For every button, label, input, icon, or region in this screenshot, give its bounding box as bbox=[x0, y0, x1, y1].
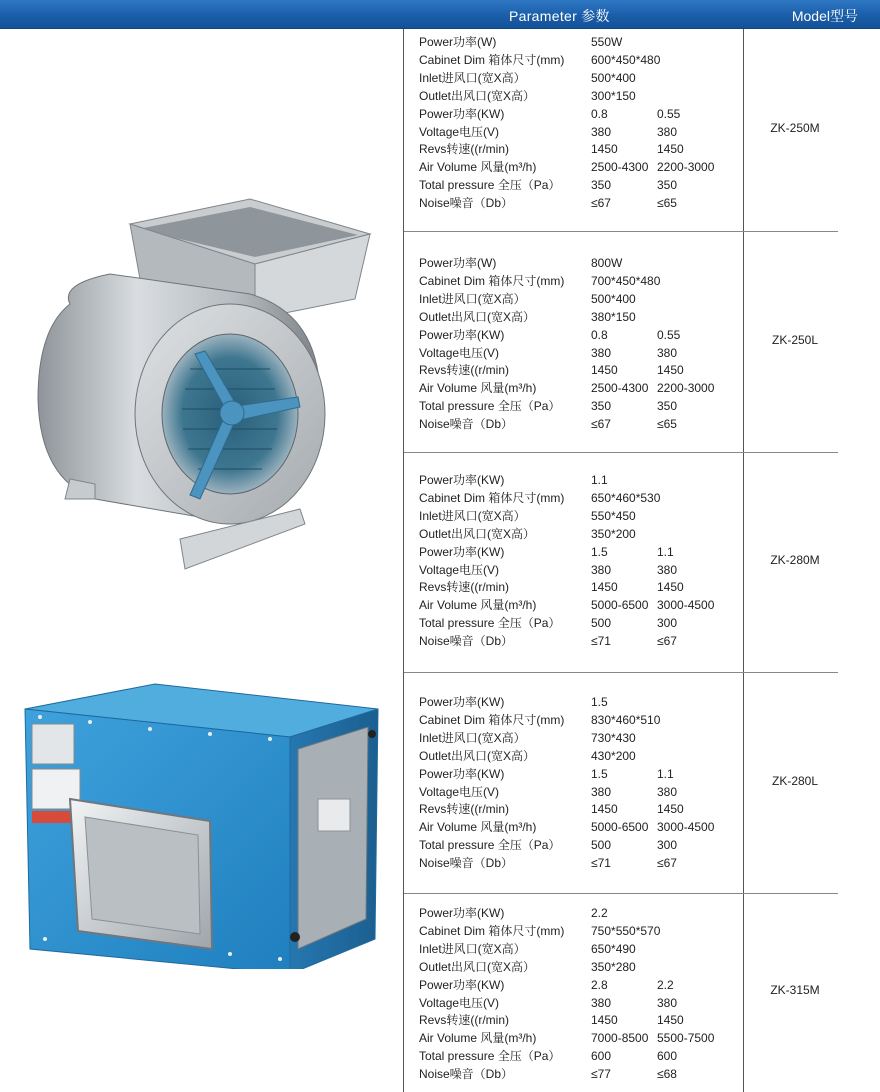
spec-value: 5000-6500 bbox=[591, 820, 649, 835]
spec-value: 2.2 bbox=[657, 977, 674, 992]
product-spec-block bbox=[404, 453, 838, 673]
spec-value: 650*460*530 bbox=[591, 490, 661, 505]
spec-value: 380*150 bbox=[591, 309, 636, 324]
spec-label: Cabinet Dim 箱体尺寸(mm) bbox=[419, 712, 565, 727]
model-name: ZK-315M bbox=[770, 983, 820, 997]
spec-label: Outlet出风口(宽X高） bbox=[419, 309, 536, 324]
spec-value: 1.1 bbox=[657, 766, 674, 781]
spec-value: 0.55 bbox=[657, 106, 681, 121]
spec-label: Air Volume 风量(m³/h) bbox=[419, 381, 537, 396]
spec-label: Air Volume 风量(m³/h) bbox=[419, 160, 537, 175]
spec-label: Power功率(KW) bbox=[419, 766, 505, 781]
spec-value: 1450 bbox=[591, 1013, 618, 1028]
spec-label: Revs转速((r/min) bbox=[419, 142, 509, 157]
spec-label: Cabinet Dim 箱体尺寸(mm) bbox=[419, 923, 565, 938]
spec-value: 500 bbox=[591, 616, 612, 631]
spec-label: Total pressure 全压（Pa） bbox=[419, 178, 561, 193]
spec-label: Inlet进风口(宽X高） bbox=[419, 508, 526, 523]
spec-value: 2200-3000 bbox=[657, 160, 715, 175]
spec-value: 1.1 bbox=[657, 544, 674, 559]
spec-value: 1.5 bbox=[591, 695, 608, 709]
spec-label: Power功率(KW) bbox=[419, 977, 505, 992]
spec-value: 380 bbox=[591, 124, 612, 139]
spec-label: Noise噪音（Db） bbox=[419, 1067, 514, 1082]
spec-value: 350*200 bbox=[591, 526, 636, 541]
spec-value: 1450 bbox=[591, 142, 618, 157]
spec-value: ≤67 bbox=[657, 634, 677, 649]
spec-value: 2.8 bbox=[591, 977, 608, 992]
spec-value: ≤67 bbox=[657, 856, 677, 871]
spec-value: 350 bbox=[657, 399, 678, 414]
spec-value: 430*200 bbox=[591, 748, 636, 763]
spec-value: 1.1 bbox=[591, 473, 608, 487]
spec-label: Voltage电压(V) bbox=[419, 562, 500, 577]
spec-value: 380 bbox=[657, 995, 678, 1010]
spec-value: ≤67 bbox=[591, 417, 611, 432]
spec-label: Power功率(W) bbox=[419, 256, 497, 270]
spec-value: 380 bbox=[591, 995, 612, 1010]
product-spec-block bbox=[404, 232, 838, 453]
spec-label: Inlet进风口(宽X高） bbox=[419, 730, 526, 745]
model-name: ZK-250M bbox=[770, 120, 820, 135]
spec-label: Power功率(KW) bbox=[419, 106, 505, 121]
spec-label: Air Volume 风量(m³/h) bbox=[419, 820, 537, 835]
spec-value: 600 bbox=[657, 1049, 678, 1064]
spec-value: 380 bbox=[657, 562, 678, 577]
spec-label: Power功率(KW) bbox=[419, 695, 505, 709]
spec-value: 800W bbox=[591, 256, 623, 270]
model-name: ZK-250L bbox=[771, 332, 819, 347]
spec-label: Outlet出风口(宽X高） bbox=[419, 748, 536, 763]
spec-value: ≤67 bbox=[591, 196, 611, 211]
spec-value: 380 bbox=[657, 345, 678, 360]
spec-value: 2.2 bbox=[591, 906, 608, 920]
spec-value: 380 bbox=[657, 784, 678, 799]
spec-value: 1450 bbox=[591, 363, 618, 378]
spec-value: 500 bbox=[591, 838, 612, 853]
spec-value: 830*460*510 bbox=[591, 712, 661, 727]
spec-value: 1450 bbox=[657, 1013, 684, 1028]
spec-value: ≤68 bbox=[657, 1067, 677, 1082]
spec-label: Total pressure 全压（Pa） bbox=[419, 616, 561, 631]
spec-value: 1450 bbox=[591, 802, 618, 817]
spec-value: 730*430 bbox=[591, 730, 636, 745]
spec-label: Inlet进风口(宽X高） bbox=[419, 291, 526, 306]
spec-value: 1.5 bbox=[591, 544, 608, 559]
spec-value: 700*450*480 bbox=[591, 273, 661, 288]
spec-value: 2500-4300 bbox=[591, 160, 649, 175]
spec-value: 1450 bbox=[657, 363, 684, 378]
spec-value: 300*150 bbox=[591, 88, 636, 103]
spec-label: Cabinet Dim 箱体尺寸(mm) bbox=[419, 52, 565, 67]
model-name: ZK-280M bbox=[770, 553, 820, 567]
spec-label: Power功率(W) bbox=[419, 35, 497, 49]
spec-label: Voltage电压(V) bbox=[419, 345, 500, 360]
spec-value: 350*280 bbox=[591, 959, 636, 974]
spec-value: 0.55 bbox=[657, 327, 681, 342]
spec-value: 350 bbox=[657, 178, 678, 193]
spec-label: Air Volume 风量(m³/h) bbox=[419, 598, 537, 613]
spec-value: 7000-8500 bbox=[591, 1031, 649, 1046]
spec-label: Revs转速((r/min) bbox=[419, 363, 509, 378]
spec-value: 600*450*480 bbox=[591, 52, 661, 67]
table-header bbox=[0, 0, 880, 29]
spec-value: ≤77 bbox=[591, 1067, 611, 1082]
spec-value: 0.8 bbox=[591, 106, 608, 121]
spec-label: Voltage电压(V) bbox=[419, 784, 500, 799]
spec-label: Noise噪音（Db） bbox=[419, 634, 514, 649]
spec-label: Total pressure 全压（Pa） bbox=[419, 1049, 561, 1064]
spec-value: 0.8 bbox=[591, 327, 608, 342]
spec-value: 650*490 bbox=[591, 941, 636, 956]
spec-label: Voltage电压(V) bbox=[419, 995, 500, 1010]
spec-value: ≤65 bbox=[657, 417, 677, 432]
spec-value: 5000-6500 bbox=[591, 598, 649, 613]
spec-value: 750*550*570 bbox=[591, 923, 661, 938]
spec-label: Noise噪音（Db） bbox=[419, 417, 514, 432]
spec-value: 1450 bbox=[657, 802, 684, 817]
spec-value: ≤71 bbox=[591, 856, 611, 871]
spec-label: Inlet进风口(宽X高） bbox=[419, 941, 526, 956]
spec-value: 600 bbox=[591, 1049, 612, 1064]
spec-value: 3000-4500 bbox=[657, 598, 715, 613]
spec-value: 2500-4300 bbox=[591, 381, 649, 396]
spec-label: Revs转速((r/min) bbox=[419, 802, 509, 817]
spec-value: 550*450 bbox=[591, 508, 636, 523]
spec-label: Total pressure 全压（Pa） bbox=[419, 399, 561, 414]
spec-label: Cabinet Dim 箱体尺寸(mm) bbox=[419, 273, 565, 288]
spec-label: Outlet出风口(宽X高） bbox=[419, 526, 536, 541]
spec-value: 300 bbox=[657, 616, 678, 631]
spec-label: Air Volume 风量(m³/h) bbox=[419, 1031, 537, 1046]
model-name: ZK-280L bbox=[771, 773, 819, 788]
spec-label: Revs转速((r/min) bbox=[419, 580, 509, 595]
spec-value: 380 bbox=[591, 562, 612, 577]
parameter-heading: Parameter 参数 bbox=[509, 8, 610, 24]
product-spec-block bbox=[404, 673, 838, 894]
spec-label: Power功率(KW) bbox=[419, 544, 505, 559]
spec-value: 350 bbox=[591, 399, 612, 414]
spec-label: Voltage电压(V) bbox=[419, 124, 500, 139]
product-spec-block bbox=[404, 29, 838, 232]
spec-value: 380 bbox=[591, 784, 612, 799]
spec-label: Power功率(KW) bbox=[419, 327, 505, 342]
spec-value: 1.5 bbox=[591, 766, 608, 781]
spec-value: 5500-7500 bbox=[657, 1031, 715, 1046]
spec-label: Power功率(KW) bbox=[419, 473, 505, 487]
spec-label: Noise噪音（Db） bbox=[419, 196, 514, 211]
spec-value: 1450 bbox=[591, 580, 618, 595]
spec-label: Outlet出风口(宽X高） bbox=[419, 959, 536, 974]
spec-value: 1450 bbox=[657, 142, 684, 157]
spec-label: Revs转速((r/min) bbox=[419, 1013, 509, 1028]
spec-label: Total pressure 全压（Pa） bbox=[419, 838, 561, 853]
spec-value: 300 bbox=[657, 838, 678, 853]
spec-value: 380 bbox=[657, 124, 678, 139]
cabinet-fan-image bbox=[0, 649, 403, 969]
spec-label: Outlet出风口(宽X高） bbox=[419, 88, 536, 103]
spec-value: 1450 bbox=[657, 580, 684, 595]
spec-value: 380 bbox=[591, 345, 612, 360]
product-images bbox=[0, 29, 403, 1092]
spec-value: ≤71 bbox=[591, 634, 611, 649]
product-spec-block bbox=[404, 894, 838, 1092]
model-heading: Model型号 bbox=[791, 8, 858, 24]
spec-value: 350 bbox=[591, 178, 612, 193]
spec-label: Cabinet Dim 箱体尺寸(mm) bbox=[419, 490, 565, 505]
spec-label: Noise噪音（Db） bbox=[419, 856, 514, 871]
spec-value: ≤65 bbox=[657, 196, 677, 211]
spec-value: 3000-4500 bbox=[657, 820, 715, 835]
centrifugal-fan-image bbox=[0, 29, 403, 589]
spec-value: 550W bbox=[591, 35, 623, 49]
spec-value: 500*400 bbox=[591, 70, 636, 85]
spec-label: Inlet进风口(宽X高） bbox=[419, 70, 526, 85]
spec-value: 2200-3000 bbox=[657, 381, 715, 396]
spec-value: 500*400 bbox=[591, 291, 636, 306]
spec-label: Power功率(KW) bbox=[419, 906, 505, 920]
